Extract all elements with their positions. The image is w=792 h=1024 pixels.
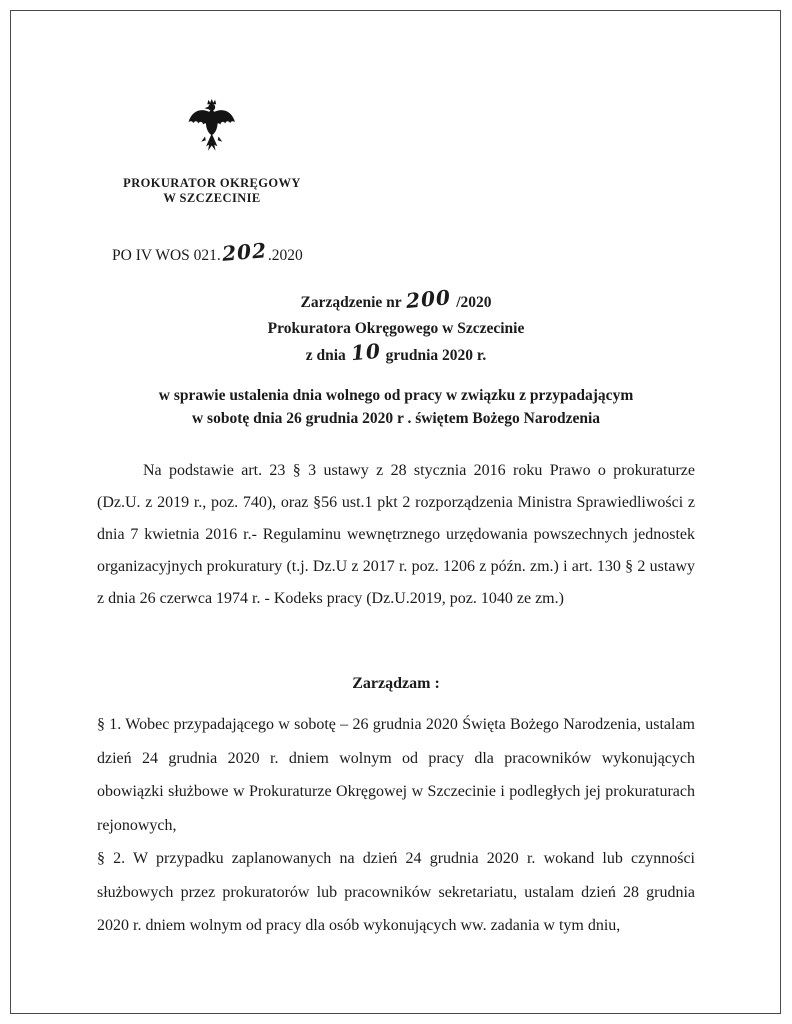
reference-suffix: .2020	[267, 247, 303, 264]
letterhead	[112, 176, 312, 206]
paragraph-2: § 2. W przypadku zaplanowanych na dzień 24 grudnia 2020 r. wokand lub czynności służbowych przez prokuratorów lub pracowników sekretariatu, ustalam dzień 28 grudnia 2020 r. dniem wolnym od pracy dla osób wykonujących ww. zadania w tym dniu,	[97, 850, 695, 934]
legal-basis-paragraph	[97, 455, 695, 615]
coat-of-arms	[186, 96, 236, 158]
title-line-3	[0, 338, 792, 369]
subject-line-2: w sobotę dnia 26 grudnia 2020 r . świętem Bożego Narodzenia	[191, 410, 601, 427]
paragraph-1: § 1. Wobec przypadającego w sobotę – 26 grudnia 2020 Święta Bożego Narodzenia, ustalam dzień 24 grudnia 2020 r. dniem wolnym od pracy dla pracowników wykonujących obowiązki służbowe w Prokuraturze Okręgowej w Szczecinie i podległych jej prokuraturach rejonowych,	[97, 716, 695, 834]
subject-block	[0, 384, 792, 430]
legal-basis-text: Na podstawie art. 23 § 3 ustawy z 28 stycznia 2016 roku Prawo o prokuraturze (Dz.U. z 2019 r., poz. 740), oraz §56 ust.1 pkt 2 rozporządzenia Ministra Sprawiedliwości z dnia 7 kwietnia 2016 r.- Regulaminu wewnętrznego urzędowania powszechnych jednostek organizacyjnych prokuratury (t.j. Dz.U z 2017 r. poz. 1206 z późn. zm.) i art. 130 § 2 ustawy z dnia 26 czerwca 1974 r. - Kodeks pracy (Dz.U.2019, poz. 1040 ze zm.)	[97, 462, 695, 607]
title-line1-suffix: /2020	[452, 294, 492, 311]
subject-line-1: w sprawie ustalenia dnia wolnego od pracy w związku z przypadającym	[158, 387, 634, 404]
title-line1-prefix: Zarządzenie nr	[300, 294, 406, 311]
order-heading: Zarządzam :	[352, 675, 440, 692]
title-handwritten-day: 10	[349, 338, 382, 366]
title-line-1	[0, 285, 792, 316]
letterhead-office-name: PROKURATOR OKRĘGOWY	[123, 176, 301, 190]
title-line3-prefix: z dnia	[305, 347, 350, 364]
title-handwritten-ordinance-number: 200	[405, 285, 453, 313]
title-line-2: Prokuratora Okręgowego w Szczecinie	[267, 319, 525, 337]
reference-prefix: PO IV WOS 021.	[112, 247, 221, 264]
reference-handwritten-number: 202	[220, 238, 268, 266]
polish-eagle-icon	[186, 96, 236, 156]
title-line3-suffix: grudnia 2020 r.	[381, 347, 487, 364]
title-block	[0, 285, 792, 369]
reference-number	[112, 238, 303, 266]
letterhead-office-city: W SZCZECINIE	[163, 191, 261, 205]
